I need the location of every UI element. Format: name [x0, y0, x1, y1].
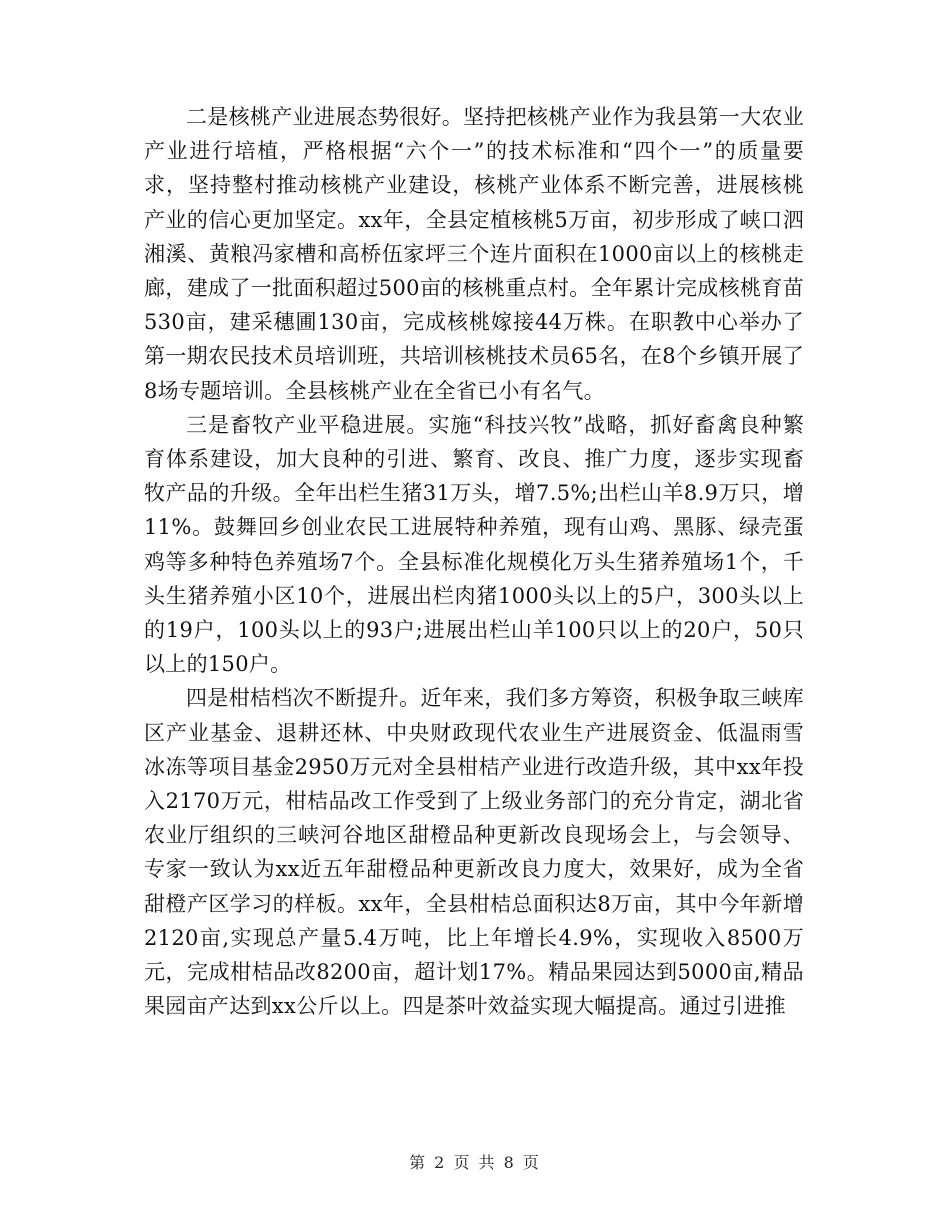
- document-body: [144, 100, 804, 1023]
- paragraph-livestock: 三是畜牧产业平稳进展。实施“科技兴牧”战略，抓好畜禽良种繁育体系建设，加大良种的引进、繁育、改良、推广力度，逐步实现畜牧产品的升级。全年出栏生猪31万头，增7.5%;出栏山羊8.9万只，增11%。鼓舞回乡创业农民工进展特种养殖，现有山鸡、黑豚、绿壳蛋鸡等多种特色养殖场7个。全县标准化规模化万头生猪养殖场1个，千头生猪养殖小区10个，进展出栏肉猪1000头以上的5户，300头以上的19户，100头以上的93户;进展出栏山羊100只以上的20户，50只以上的150户。: [144, 412, 804, 677]
- paragraph-walnut: 二是核桃产业进展态势很好。坚持把核桃产业作为我县第一大农业产业进行培植，严格根据“六个一”的技术标准和“四个一”的质量要求，坚持整村推动核桃产业建设，核桃产业体系不断完善，进展核桃产业的信心更加坚定。xx年，全县定植核桃5万亩，初步形成了峡口泗湘溪、黄粮冯家槽和高桥伍家坪三个连片面积在1000亩以上的核桃走廊，建成了一批面积超过500亩的核桃重点村。全年累计完成核桃育苗530亩，建采穗圃130亩，完成核桃嫁接44万株。在职教中心举办了第一期农民技术员培训班，共培训核桃技术员65名，在8个乡镇开展了8场专题培训。全县核桃产业在全省已小有名气。: [144, 105, 804, 403]
- paragraph-citrus: 四是柑桔档次不断提升。近年来，我们多方筹资，积极争取三峡库区产业基金、退耕还林、中央财政现代农业生产进展资金、低温雨雪冰冻等项目基金2950万元对全县柑桔产业进行改造升级，其中xx年投入2170万元，柑桔品改工作受到了上级业务部门的充分肯定，湖北省农业厅组织的三峡河谷地区甜橙品种更新改良现场会上，与会领导、专家一致认为xx近五年甜橙品种更新改良力度大，效果好，成为全省甜橙产区学习的样板。xx年，全县柑桔总面积达8万亩，其中今年新增2120亩,实现总产量5.4万吨，比上年增长4.9%，实现收入8500万元，完成柑桔品改8200亩，超计划17%。精品果园达到5000亩,精品果园亩产达到xx公斤以上。四是茶叶效益实现大幅提高。通过引进推: [144, 686, 804, 1019]
- page-number-footer: 第 2 页 共 8 页: [409, 1153, 541, 1172]
